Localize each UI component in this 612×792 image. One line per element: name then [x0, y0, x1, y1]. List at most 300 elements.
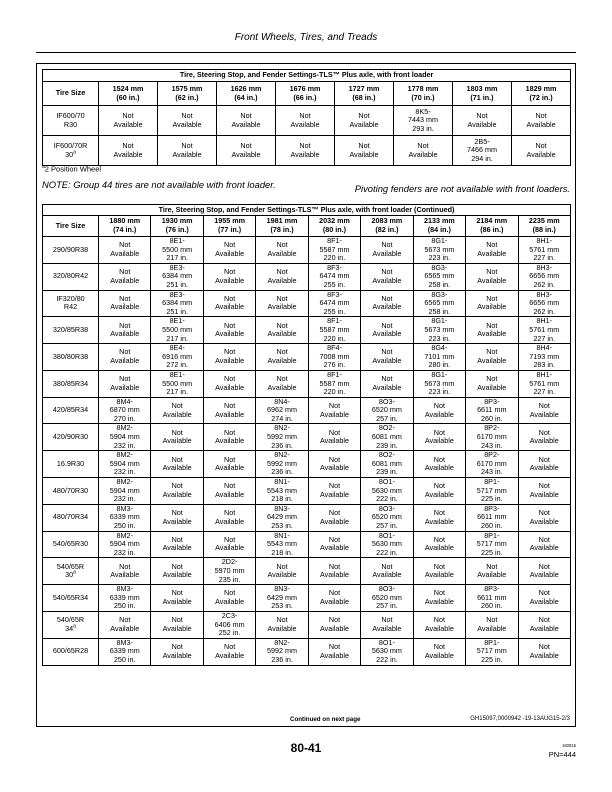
- setting-cell: [361, 531, 413, 558]
- column-header-top: 1803 mm: [466, 83, 498, 93]
- setting-line: Not: [224, 481, 236, 491]
- setting-cell: [203, 531, 255, 558]
- tire-size-text: 30: [65, 570, 74, 580]
- setting-line: 8F1-: [327, 236, 342, 245]
- setting-line: 220 in.: [323, 333, 346, 343]
- table-row: [43, 504, 571, 531]
- setting-line: Available: [477, 275, 507, 285]
- setting-line: Available: [215, 436, 245, 446]
- setting-line: 8M2-: [116, 477, 133, 487]
- setting-line: 5717 mm: [476, 539, 507, 549]
- setting-cell: [518, 344, 570, 371]
- setting-cell: [308, 424, 360, 451]
- setting-line: Not: [276, 347, 288, 357]
- setting-line: Not: [433, 561, 445, 571]
- tire-size-cell: [43, 611, 99, 638]
- setting-line: 8E1-: [169, 236, 185, 245]
- setting-line: 5761 mm: [529, 324, 560, 334]
- setting-line: 5904 mm: [109, 485, 140, 495]
- setting-line: 6611 mm: [477, 512, 507, 522]
- setting-cell: [151, 263, 203, 290]
- setting-line: 5992 mm: [267, 458, 298, 468]
- setting-line: Available: [162, 436, 192, 446]
- setting-cell: [413, 611, 465, 638]
- tire-size-text: R42: [63, 302, 78, 312]
- setting-cell: [256, 585, 308, 612]
- setting-line: Available: [424, 463, 454, 473]
- tire-size-text: 540/65R: [56, 615, 85, 625]
- column-header: [217, 82, 276, 106]
- column-header: [394, 82, 453, 106]
- setting-line: 6170 mm: [476, 432, 507, 442]
- setting-line: 250 in.: [113, 654, 136, 664]
- tire-size-cell: [43, 397, 99, 424]
- column-header: [518, 216, 570, 237]
- setting-line: Available: [372, 570, 402, 580]
- setting-line: 8N1-: [274, 477, 290, 487]
- setting-cell: [361, 263, 413, 290]
- setting-line: Available: [424, 623, 454, 633]
- setting-cell: [99, 344, 151, 371]
- setting-line: 6339 mm: [109, 512, 140, 522]
- setting-line: Available: [267, 382, 297, 392]
- setting-line: Not: [328, 481, 341, 491]
- setting-line: 5587 mm: [319, 324, 350, 334]
- setting-line: 8O1-: [378, 637, 395, 647]
- setting-line: 2D2-: [221, 557, 238, 567]
- settings-table-2: [42, 204, 571, 666]
- setting-line: Not: [119, 615, 131, 625]
- setting-line: Available: [215, 516, 245, 526]
- setting-line: 251 in.: [166, 279, 188, 289]
- setting-cell: [413, 451, 465, 478]
- setting-line: 8H1-: [536, 236, 553, 245]
- setting-line: Available: [110, 329, 140, 339]
- column-header-top: Tire Size: [55, 220, 86, 230]
- setting-cell: [308, 397, 360, 424]
- setting-cell: [99, 531, 151, 558]
- setting-line: 260 in.: [480, 413, 503, 423]
- setting-line: Available: [424, 489, 454, 499]
- column-header-bottom: (72 in.): [529, 92, 553, 102]
- setting-line: Available: [477, 248, 507, 258]
- setting-line: 8H1-: [536, 369, 553, 379]
- setting-line: 218 in.: [271, 494, 293, 504]
- setting-cell: [256, 397, 308, 424]
- column-header-tire-size: [43, 216, 99, 237]
- setting-line: Not: [181, 140, 193, 150]
- setting-line: 253 in.: [271, 601, 293, 611]
- setting-line: 5500 mm: [162, 324, 193, 334]
- setting-cell: [361, 451, 413, 478]
- setting-line: Not: [538, 534, 550, 544]
- setting-line: Available: [529, 623, 559, 633]
- setting-line: 8P2-: [484, 423, 500, 433]
- setting-line: 225 in.: [480, 547, 503, 557]
- setting-line: Not: [119, 320, 131, 330]
- setting-cell: [99, 478, 151, 505]
- setting-line: 5500 mm: [162, 378, 193, 388]
- column-header-top: 2235 mm: [528, 216, 560, 226]
- setting-cell: [466, 504, 518, 531]
- setting-line: Available: [215, 489, 245, 499]
- setting-line: 239 in.: [376, 467, 398, 477]
- setting-line: 5992 mm: [267, 646, 298, 656]
- setting-line: Not: [224, 454, 236, 464]
- setting-line: Available: [215, 248, 245, 258]
- setting-line: 8M3-: [116, 503, 133, 513]
- setting-cell: [99, 638, 151, 665]
- setting-line: 6520 mm: [371, 592, 402, 602]
- setting-line: 6656 mm: [529, 271, 560, 281]
- column-header: [158, 82, 217, 106]
- setting-line: 6384 mm: [162, 298, 193, 308]
- setting-line: 6656 mm: [529, 298, 560, 308]
- column-header-bottom: (77 in.): [218, 225, 242, 234]
- column-header-bottom: (71 in.): [470, 92, 494, 102]
- tire-size-text: 540/65R34: [52, 592, 89, 602]
- setting-line: 8F1-: [327, 316, 342, 326]
- setting-cell: [466, 424, 518, 451]
- column-header-top: 1955 mm: [214, 216, 245, 226]
- setting-line: 8P3-: [484, 396, 500, 406]
- setting-line: 270 in.: [113, 413, 136, 423]
- setting-line: Not: [276, 267, 288, 277]
- setting-line: 8E3-: [169, 262, 185, 272]
- setting-line: 227 in.: [533, 333, 556, 343]
- setting-line: 8G1-: [431, 236, 448, 245]
- setting-line: Available: [372, 623, 402, 633]
- column-header: [335, 82, 394, 106]
- setting-line: Not: [119, 347, 131, 357]
- setting-line: Not: [276, 374, 288, 384]
- setting-cell: [99, 424, 151, 451]
- setting-line: Available: [231, 149, 261, 159]
- table-row: [43, 370, 571, 397]
- setting-cell: [361, 370, 413, 397]
- setting-cell: [256, 317, 308, 344]
- setting-line: 8M2-: [116, 450, 133, 460]
- tire-size-cell: [43, 478, 99, 505]
- setting-line: 5543 mm: [267, 485, 298, 495]
- setting-line: 6611 mm: [477, 592, 507, 602]
- setting-cell: [413, 585, 465, 612]
- setting-line: Not: [328, 615, 341, 625]
- column-header-top: 1880 mm: [109, 216, 141, 226]
- setting-line: Not: [276, 240, 288, 250]
- setting-cell: [394, 136, 453, 166]
- setting-line: 8G1-: [431, 316, 448, 326]
- setting-cell: [203, 611, 255, 638]
- table-row: [43, 638, 571, 665]
- setting-line: 8M4-: [116, 396, 133, 406]
- setting-cell: [413, 638, 465, 665]
- setting-line: 5992 mm: [267, 432, 298, 442]
- setting-cell: [413, 531, 465, 558]
- setting-line: 5673 mm: [424, 378, 455, 388]
- setting-line: Available: [526, 149, 556, 159]
- column-header-top: 2032 mm: [319, 216, 350, 226]
- setting-line: Not: [538, 454, 550, 464]
- setting-cell: [151, 397, 203, 424]
- setting-line: Available: [424, 543, 454, 553]
- setting-cell: [518, 397, 570, 424]
- setting-line: Available: [477, 382, 507, 392]
- setting-cell: [466, 585, 518, 612]
- footnote-marker: a: [73, 623, 76, 630]
- column-header: [276, 82, 335, 106]
- setting-line: 223 in.: [428, 387, 451, 397]
- setting-cell: [518, 558, 570, 585]
- setting-line: Not: [224, 642, 236, 652]
- setting-cell: [518, 504, 570, 531]
- tire-size-cell: [43, 558, 99, 585]
- setting-line: 217 in.: [166, 387, 188, 397]
- setting-cell: [151, 317, 203, 344]
- setting-line: 8H3-: [536, 289, 553, 299]
- continued-note: Continued on next page: [290, 716, 361, 723]
- setting-line: 257 in.: [376, 521, 398, 530]
- setting-line: Not: [328, 588, 341, 598]
- header-rule: [36, 52, 576, 53]
- setting-line: 6429 mm: [267, 512, 298, 522]
- setting-line: Available: [477, 329, 507, 339]
- setting-line: Available: [162, 489, 192, 499]
- setting-line: Available: [372, 248, 402, 258]
- table-row: [43, 317, 571, 344]
- setting-line: 8P3-: [484, 503, 500, 513]
- setting-cell: [466, 263, 518, 290]
- footnote-marker: a: [73, 149, 76, 156]
- tire-size-text: 600/65R28: [52, 646, 89, 656]
- column-header-bottom: (76 in.): [165, 225, 189, 234]
- setting-line: 5500 mm: [162, 244, 193, 254]
- setting-line: Available: [110, 275, 140, 285]
- setting-cell: [518, 370, 570, 397]
- header-row: [43, 216, 571, 237]
- tire-size-text: 30: [65, 149, 74, 159]
- setting-line: Not: [224, 347, 236, 357]
- setting-cell: [308, 585, 360, 612]
- setting-line: 232 in.: [113, 494, 136, 504]
- table-row: [43, 136, 571, 166]
- setting-line: 8N1-: [274, 530, 290, 540]
- setting-cell: [413, 290, 465, 317]
- column-header: [466, 216, 518, 237]
- setting-cell: [518, 424, 570, 451]
- setting-line: Not: [486, 374, 498, 384]
- setting-line: Not: [433, 615, 445, 625]
- setting-cell: [466, 531, 518, 558]
- tire-size-text: IF600/70R: [53, 140, 88, 150]
- setting-line: Not: [486, 240, 498, 250]
- table-row: [43, 344, 571, 371]
- setting-line: 6520 mm: [371, 512, 402, 522]
- setting-line: 252 in.: [218, 628, 241, 638]
- setting-line: 8G1-: [431, 369, 448, 379]
- column-header-bottom: (70 in.): [411, 92, 435, 102]
- setting-cell: [203, 424, 255, 451]
- setting-line: 5630 mm: [371, 646, 402, 656]
- setting-line: Available: [215, 409, 245, 419]
- setting-line: Available: [408, 149, 438, 159]
- caption-row: [43, 205, 571, 216]
- setting-cell: [335, 106, 394, 136]
- setting-line: Not: [224, 293, 236, 303]
- setting-line: Available: [529, 543, 559, 553]
- setting-line: 217 in.: [166, 333, 188, 343]
- setting-line: Available: [110, 248, 140, 258]
- setting-cell: [361, 638, 413, 665]
- setting-line: 236 in.: [271, 467, 293, 477]
- setting-line: Not: [119, 561, 131, 571]
- setting-line: Available: [290, 119, 320, 129]
- setting-cell: [256, 531, 308, 558]
- setting-line: 8G4-: [431, 343, 448, 353]
- setting-cell: [308, 451, 360, 478]
- setting-line: Not: [224, 374, 236, 384]
- setting-line: Not: [328, 642, 341, 652]
- setting-cell: [466, 317, 518, 344]
- tire-size-text: 380/85R34: [52, 378, 89, 388]
- setting-line: Available: [110, 623, 140, 633]
- setting-line: 251 in.: [166, 306, 188, 316]
- setting-cell: [466, 344, 518, 371]
- setting-line: 5970 mm: [214, 565, 245, 575]
- setting-cell: [361, 290, 413, 317]
- setting-cell: [413, 397, 465, 424]
- setting-cell: [256, 558, 308, 585]
- page-number: 80-41: [290, 741, 322, 755]
- setting-line: Not: [181, 110, 193, 120]
- setting-cell: [518, 451, 570, 478]
- tire-size-cell: [43, 317, 99, 344]
- setting-line: 8O3-: [378, 503, 395, 513]
- pn-label: PN=444: [548, 750, 576, 759]
- setting-line: Not: [224, 534, 236, 544]
- setting-line: Not: [122, 110, 134, 120]
- setting-line: 255 in.: [323, 306, 346, 316]
- setting-line: Available: [319, 623, 349, 633]
- setting-line: Available: [424, 597, 454, 607]
- setting-cell: [308, 478, 360, 505]
- small-code: 160915: [562, 743, 576, 748]
- table-caption: Tire, Steering Stop, and Fender Settings-TLS™ Plus axle, with front loader (Continued): [43, 205, 571, 216]
- table-caption: Tire, Steering Stop, and Fender Settings-TLS™ Plus axle, with front loader: [43, 70, 571, 82]
- setting-line: 8F3-: [327, 289, 342, 299]
- setting-line: Not: [538, 561, 550, 571]
- table-row: [43, 611, 571, 638]
- setting-line: Not: [224, 427, 236, 437]
- setting-cell: [256, 451, 308, 478]
- setting-line: Not: [433, 642, 445, 652]
- setting-cell: [203, 344, 255, 371]
- setting-line: Available: [529, 570, 559, 580]
- setting-cell: [453, 136, 512, 166]
- setting-line: Not: [486, 320, 498, 330]
- setting-line: Available: [267, 302, 297, 312]
- setting-cell: [512, 136, 571, 166]
- setting-cell: [217, 106, 276, 136]
- column-header: [203, 216, 255, 237]
- setting-cell: [518, 263, 570, 290]
- setting-line: 220 in.: [323, 387, 346, 397]
- tire-size-text: 16.9R30: [56, 458, 85, 468]
- setting-line: 8M2-: [116, 423, 133, 433]
- setting-line: 6339 mm: [109, 592, 140, 602]
- setting-line: Available: [267, 275, 297, 285]
- setting-line: 8P3-: [484, 584, 500, 594]
- setting-line: Available: [529, 489, 559, 499]
- setting-cell: [151, 585, 203, 612]
- setting-cell: [518, 585, 570, 612]
- setting-cell: [203, 370, 255, 397]
- setting-line: 5587 mm: [319, 378, 350, 388]
- setting-line: Not: [433, 508, 445, 518]
- setting-line: 223 in.: [428, 333, 451, 343]
- setting-line: Available: [162, 516, 192, 526]
- setting-line: Available: [162, 543, 192, 553]
- column-header: [453, 82, 512, 106]
- setting-line: 260 in.: [480, 601, 503, 611]
- note-pivoting-fenders: Pivoting fenders are not available with front loaders.: [354, 183, 570, 194]
- setting-line: Available: [349, 119, 379, 129]
- setting-line: 8P1-: [484, 530, 500, 540]
- setting-cell: [413, 370, 465, 397]
- setting-line: 225 in.: [480, 654, 503, 664]
- setting-line: 2C3-: [221, 610, 238, 620]
- setting-line: Not: [433, 534, 445, 544]
- tire-size-cell: [43, 344, 99, 371]
- setting-line: 232 in.: [113, 547, 136, 557]
- setting-line: 5630 mm: [371, 539, 402, 549]
- setting-cell: [99, 263, 151, 290]
- column-header: [99, 216, 151, 237]
- setting-cell: [151, 370, 203, 397]
- footnote: [42, 164, 101, 174]
- setting-line: Not: [358, 140, 370, 150]
- table-row: [43, 263, 571, 290]
- setting-cell: [203, 237, 255, 264]
- setting-line: Available: [529, 463, 559, 473]
- setting-cell: [518, 611, 570, 638]
- column-header: [256, 216, 308, 237]
- column-header-bottom: (74 in.): [113, 225, 137, 234]
- setting-line: Not: [433, 588, 445, 598]
- setting-line: Not: [538, 427, 550, 437]
- setting-line: Not: [486, 267, 498, 277]
- column-header-top: 1676 mm: [289, 83, 321, 93]
- setting-line: Available: [529, 409, 559, 419]
- setting-line: 258 in.: [428, 279, 451, 289]
- setting-line: Not: [171, 561, 183, 571]
- setting-cell: [151, 611, 203, 638]
- setting-cell: [361, 478, 413, 505]
- setting-line: Not: [433, 400, 445, 410]
- header-row: [43, 82, 571, 106]
- tire-size-cell: [43, 106, 99, 136]
- setting-line: Not: [381, 615, 393, 625]
- column-header-bottom: (68 in.): [352, 92, 376, 102]
- table-row: [43, 397, 571, 424]
- setting-line: 225 in.: [480, 494, 503, 504]
- setting-line: Available: [372, 275, 402, 285]
- setting-line: 6474 mm: [319, 271, 350, 281]
- setting-line: Not: [328, 534, 341, 544]
- setting-line: Available: [215, 275, 245, 285]
- setting-line: 253 in.: [271, 521, 293, 530]
- setting-line: Not: [119, 374, 131, 384]
